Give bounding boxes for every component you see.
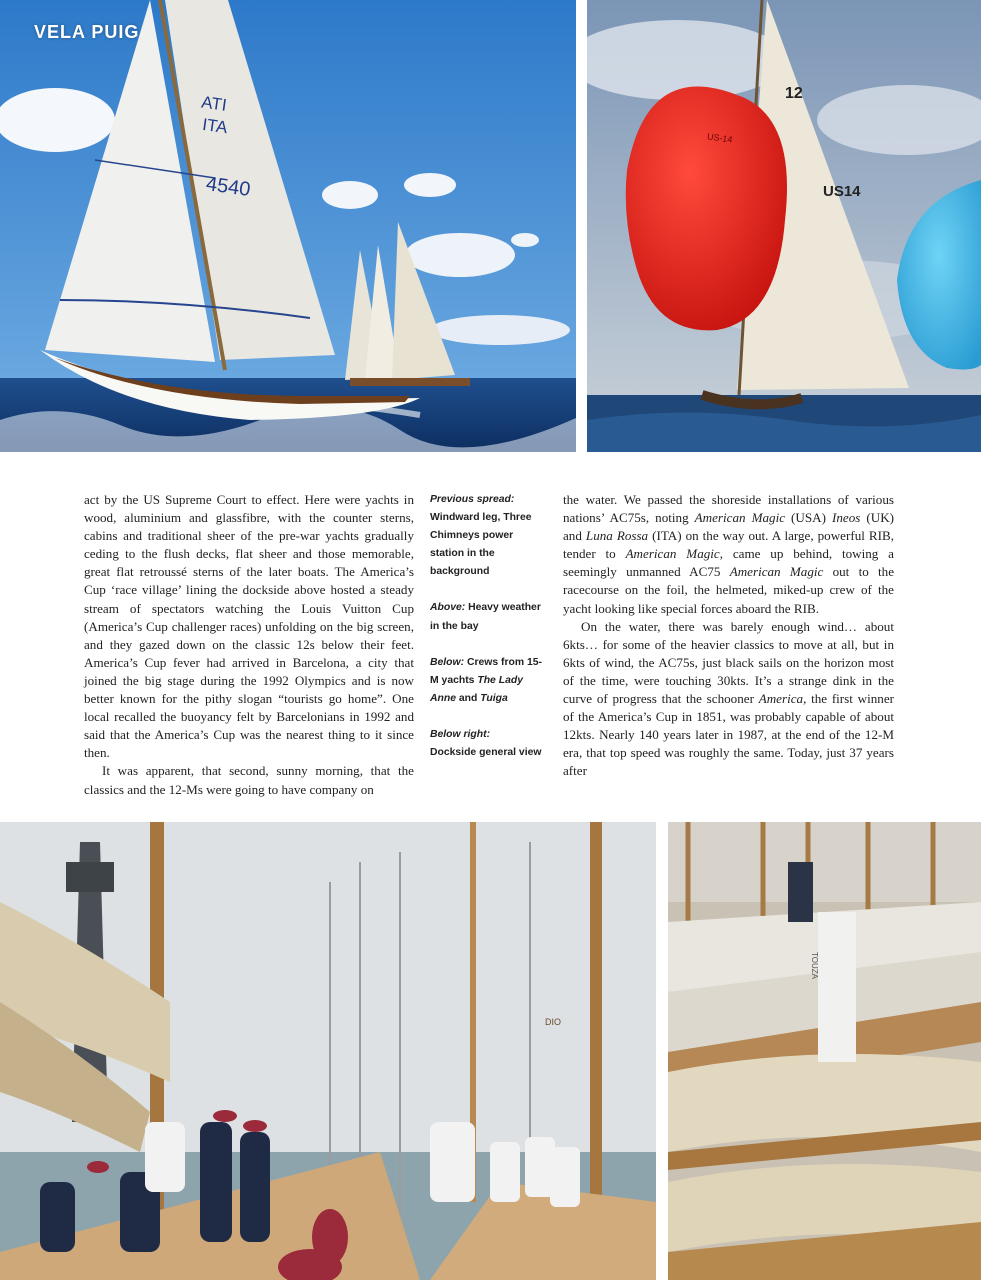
caption-label: Below right: [430,728,491,740]
flag-text: TOUZA [810,952,819,979]
sail-country: ITA [201,114,229,138]
sail-number: 4540 [204,173,252,201]
caption-text: Windward leg, Three Chimneys power station in the background [430,512,532,578]
sail-code: ATI [200,92,228,115]
photo-12m-yacht-spinnaker [587,0,981,452]
boat-name: American Magic [625,546,720,562]
boat-name: America [758,691,804,707]
boat-name: American Magic [694,510,786,526]
body-paragraph: act by the US Supreme Court to effect. Here were yachts in wood, aluminium and glassfibre, with the counter sterns, cabins and traditional sheer of the pre-war yachts gradually ceding to the flush decks, flat sheer and those memorable, great flat retroussé sterns of the later boats. The America’s Cup ‘race village’ lining the dockside above hosted a steady stream of spectators watching the Louis Vuitton Cup (America’s Cup challenger races) unfolding on the big screen, and they gazed down on the classic 12s below their feet. America’s Cup fever had arrived in Barcelona, a city that joined the big stage during the 1992 Olympics and is now better known for the pithy slogan “tourists go home”. One local recalled the buoyancy felt by Barcelonians in 1992 and said that the America’s Cup was the nearest thing to it since then. [84,492,414,761]
section-label: VELA PUIG [34,22,140,42]
photo-dockside-general-view [668,822,981,1280]
caption-above [430,599,548,635]
body-text: , the first winner of the America’s Cup in 1851, was probably capable of about 12kts. Nearly 140 years later in 1987, at the end of the 12-M era, that top speed was roughly the same. Today, just 37 years after [563,691,895,779]
caption-previous-spread [430,491,548,581]
body-paragraph [563,618,894,781]
body-paragraph [563,491,894,618]
photo-classic-yacht-racing [0,0,576,452]
sail-id: US14 [823,183,861,200]
body-paragraph: It was apparent, that second, sunny morning, that the classics and the 12-Ms were going to have company on [84,763,414,797]
body-text: out to the racecourse on the foil, the helmeted, miked-up crew of the yacht looking like special forces aboard the RIB. [563,564,895,616]
caption-below-right [430,726,548,762]
caption-text: Crews from 15-M yachts [430,656,543,686]
spinnaker-text: US-14 [706,131,734,145]
body-column-left [84,491,414,799]
boat-name: Luna Rossa [585,528,649,544]
caption-label: Previous spread: [430,494,515,505]
photo-captions [430,491,548,780]
body-text: (UK) and [563,510,895,544]
photo-12m-yacht-spinnaker-image [587,0,981,452]
caption-text: Dockside general view [430,747,542,759]
body-column-right [563,491,894,781]
caption-label: Below: [430,656,465,668]
body-text: (ITA) on the way out. A large, powerful RIB, tender to [563,528,894,562]
sail-number-text [200,92,252,201]
body-text: the water. We passed the shoreside installations of various nations’ AC75s, noting [563,492,894,526]
caption-yacht-name: Tuiga [480,692,508,704]
caption-label: Above: [430,602,466,614]
photo-classic-yacht-racing-image [0,0,576,452]
boat-name: Ineos [831,510,861,526]
caption-text: Heavy weather in the bay [430,602,541,632]
shirt-text: DIO [545,1017,562,1027]
caption-yacht-name: The Lady Anne [430,674,523,704]
photo-crews-on-deck-image [0,822,656,1280]
boat-name: American Magic [729,564,824,580]
caption-text: and [455,692,481,704]
photo-dockside-general-view-image [668,822,981,1280]
body-text: , came up behind, towing a seemingly unmanned AC75 [563,546,894,580]
body-text: (USA) [785,510,832,526]
sail-number-top: 12 [785,85,803,102]
caption-below [430,654,548,708]
photo-crews-on-deck [0,822,656,1280]
body-text: On the water, there was barely enough wind… about 6kts… for some of the heavier classics to move at all, but in 6kts of wind, the AC75s, just black sails on the horizon most of the time, were touching 30kts. It’s a strange dink in the curve of progress that the schooner [563,618,894,707]
